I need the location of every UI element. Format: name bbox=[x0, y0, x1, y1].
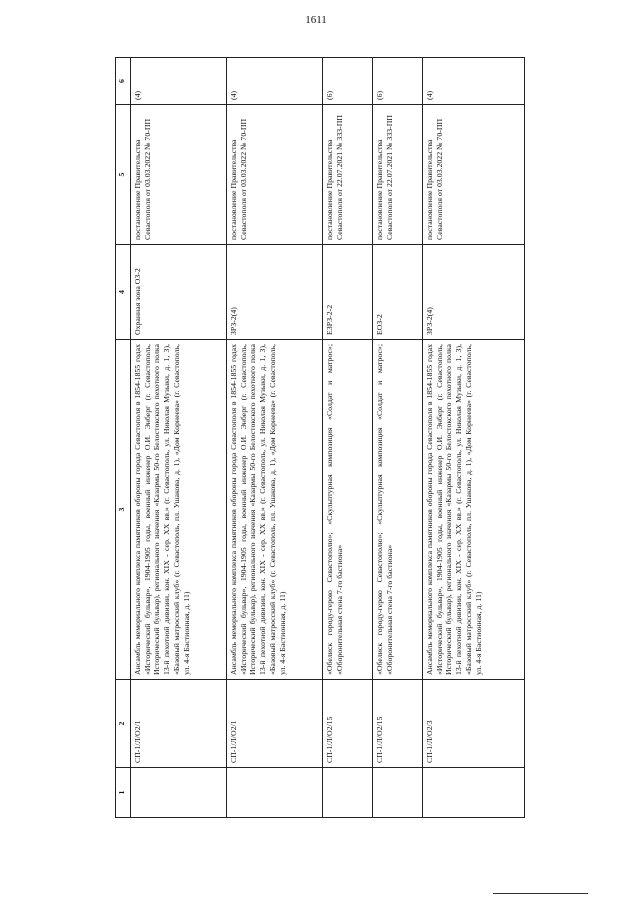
cell-description: Ансамбль мемориального комплекса памятников обороны города Севастополя в 1854-1855 годах «Исторический бульвар», 1904-1905 годы, военный инженер О.И. Энберг (г. Севастополь, Исторический бульвар), регионального значения «Казармы 50-го Белостокского пехотного полка 13-й пехотной дивизии, кон. XIX - сер. XX вв.» (г. Севастополь, ул. Николая Музыки, д. 1, 3), «Базовый матросский клуб» (г. Севастополь, пл. Ушакова, д. 1), «Дом Корнеева» (г. Севастополь, ул. 4-я Бастионная, д. 11) bbox=[423, 340, 525, 680]
cell-code: СП-1/Л/О2/15 bbox=[323, 680, 373, 768]
cell-number bbox=[131, 768, 227, 818]
cell-note: (4) bbox=[423, 58, 525, 105]
header-cell-6: 6 bbox=[116, 58, 131, 105]
rotated-table bbox=[115, 58, 525, 818]
footer-rule bbox=[493, 893, 588, 894]
cell-description: Ансамбль мемориального комплекса памятников обороны города Севастополя в 1854-1855 годах «Исторический бульвар», 1904-1905 годы, военный инженер О.И. Энберг (г. Севастополь, Исторический бульвар), регионального значения «Казармы 50-го Белостокского пехотного полка 13-й пехотной дивизии, кон. XIX - сер. XX вв.» (г. Севастополь, ул. Николая Музыки, д. 1, 3), «Базовый матросский клуб» (г. Севастополь, пл. Ушакова, д. 1), «Дом Корнеева» (г. Севастополь, ул. 4-я Бастионная, д. 11) bbox=[227, 340, 323, 680]
cell-description: «Обелиск городу-герою Севастополю»; «Скульптурная композиция «Солдат и матрос»; «Оборонительная стена 7-го бастиона» bbox=[373, 340, 423, 680]
header-cell-3: 3 bbox=[116, 340, 131, 680]
page-number: 1611 bbox=[305, 14, 327, 26]
cell-number bbox=[373, 768, 423, 818]
header-cell-2: 2 bbox=[116, 680, 131, 768]
table-row bbox=[423, 58, 525, 818]
table-container bbox=[115, 58, 525, 818]
cell-code: СП-1/Л/О2/1 bbox=[131, 680, 227, 768]
header-cell-4: 4 bbox=[116, 245, 131, 340]
header-cell-1: 1 bbox=[116, 768, 131, 818]
cell-note: (6) bbox=[373, 58, 423, 105]
cell-code: СП-1/Л/О2/1 bbox=[227, 680, 323, 768]
cell-zone: ЕОЗ-2 bbox=[373, 245, 423, 340]
cell-zone: ЗРЗ-2(4) bbox=[423, 245, 525, 340]
table-row bbox=[227, 58, 323, 818]
cell-description: Ансамбль мемориального комплекса памятников обороны города Севастополя в 1854-1855 годах «Исторический бульвар», 1904-1905 годы, военный инженер О.И. Энберг (г. Севастополь, Исторический бульвар), регионального значения «Казармы 50-го Белостокского пехотного полка 13-й пехотной дивизии, кон. XIX - сер. XX вв.» (г. Севастополь, ул. Николая Музыки, д. 1, 3), «Базовый матросский клуб» (г. Севастополь, пл. Ушакова, д. 1), «Дом Корнеева» (г. Севастополь, ул. 4-я Бастионная, д. 11) bbox=[131, 340, 227, 680]
cell-document: постановление Правительства Севастополя от 22.07.2021 № 333-ПП bbox=[323, 105, 373, 245]
cell-document: постановление Правительства Севастополя от 03.03.2022 № 70-ПП bbox=[423, 105, 525, 245]
cell-code: СП-1/Л/О2/3 bbox=[423, 680, 525, 768]
cell-code: СП-1/Л/О2/15 bbox=[373, 680, 423, 768]
cell-document: постановление Правительства Севастополя от 03.03.2022 № 70-ПП bbox=[227, 105, 323, 245]
cell-zone: ЗРЗ-2(4) bbox=[227, 245, 323, 340]
zones-table bbox=[115, 57, 525, 818]
cell-description: «Обелиск городу-герою Севастополю»; «Скульптурная композиция «Солдат и матрос»; «Оборонительная стена 7-го бастиона» bbox=[323, 340, 373, 680]
cell-document: постановление Правительства Севастополя от 22.07.2021 № 333-ПП bbox=[373, 105, 423, 245]
table-row bbox=[131, 58, 227, 818]
cell-zone: Охранная зона ОЗ-2 bbox=[131, 245, 227, 340]
cell-zone: ЕЗРЗ-2-2 bbox=[323, 245, 373, 340]
cell-number bbox=[227, 768, 323, 818]
cell-document: постановление Правительства Севастополя от 03.03.2022 № 70-ПП bbox=[131, 105, 227, 245]
cell-number bbox=[423, 768, 525, 818]
cell-number bbox=[323, 768, 373, 818]
cell-note: (4) bbox=[131, 58, 227, 105]
header-cell-5: 5 bbox=[116, 105, 131, 245]
table-row bbox=[323, 58, 373, 818]
cell-note: (4) bbox=[227, 58, 323, 105]
cell-note: (6) bbox=[323, 58, 373, 105]
header-row bbox=[116, 58, 131, 818]
table-row bbox=[373, 58, 423, 818]
